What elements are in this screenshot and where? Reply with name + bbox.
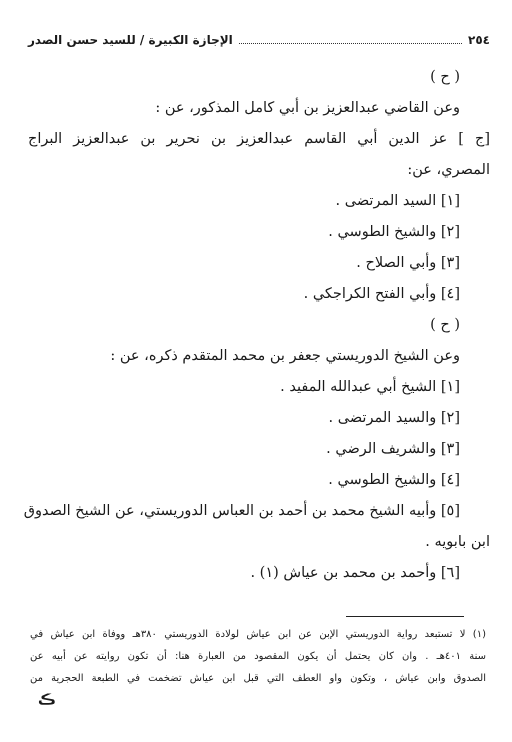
footnote-line: (١) لا تستبعد رواية الدوريستي الإبن عن ابن عياش لولادة الدوريستي ٣٨٠هـ ووفاة ابن عياش في bbox=[30, 629, 486, 640]
continuation-mark: ڪ bbox=[38, 692, 56, 708]
footnote-line: الصدوق وابن عياش ، وتكون واو العطف التي قبل ابن عياش تضخمت في الطبعة الحجرية من bbox=[30, 673, 486, 684]
footnote-line: سنة ٤٠١هـ . وان كان يحتمل أن يكون المقصود من العبارة هنا: أن تكون روايته عن أبيه عن bbox=[30, 651, 486, 662]
section-marker: ( ح ) bbox=[430, 69, 460, 85]
running-title: الإجازة الكبيرة / للسيد حسن الصدر bbox=[28, 33, 233, 47]
list-item: [٢] والسيد المرتضى . bbox=[328, 410, 460, 426]
main-text bbox=[23, 62, 490, 589]
list-item: [١] الشيخ أبي عبدالله المفيد . bbox=[280, 379, 460, 395]
list-item: [٤] وأبي الفتح الكراجكي . bbox=[303, 286, 460, 302]
text-line: [ج ] عز الدين أبي القاسم عبدالعزيز بن نحرير بن عبدالعزيز البراج bbox=[28, 131, 490, 147]
list-item: [٥] وأبيه الشيخ محمد بن أحمد بن العباس الدوريستي، عن الشيخ الصدوق bbox=[23, 503, 460, 519]
list-item: [٣] والشريف الرضي . bbox=[326, 441, 460, 457]
text-line: المصري، عن: bbox=[407, 162, 490, 178]
header-dot-leader bbox=[239, 43, 462, 44]
list-item: [١] السيد المرتضى . bbox=[335, 193, 460, 209]
text-line: وعن الشيخ الدوريستي جعفر بن محمد المتقدم ذكره، عن : bbox=[110, 348, 460, 364]
list-item: [٦] وأحمد بن محمد بن عياش (١) . bbox=[250, 565, 460, 581]
text-line: ابن بابويه . bbox=[425, 534, 490, 550]
page-number: ٢٥٤ bbox=[468, 33, 490, 47]
text-line: وعن القاضي عبدالعزيز بن أبي كامل المذكور، عن : bbox=[155, 100, 460, 116]
footnote bbox=[30, 624, 486, 690]
footnote-separator bbox=[346, 616, 464, 617]
list-item: [٢] والشيخ الطوسي . bbox=[328, 224, 460, 240]
list-item: [٣] وأبي الصلاح . bbox=[356, 255, 460, 271]
list-item: [٤] والشيخ الطوسي . bbox=[328, 472, 460, 488]
section-marker: ( ح ) bbox=[430, 317, 460, 333]
page-header bbox=[28, 30, 490, 50]
